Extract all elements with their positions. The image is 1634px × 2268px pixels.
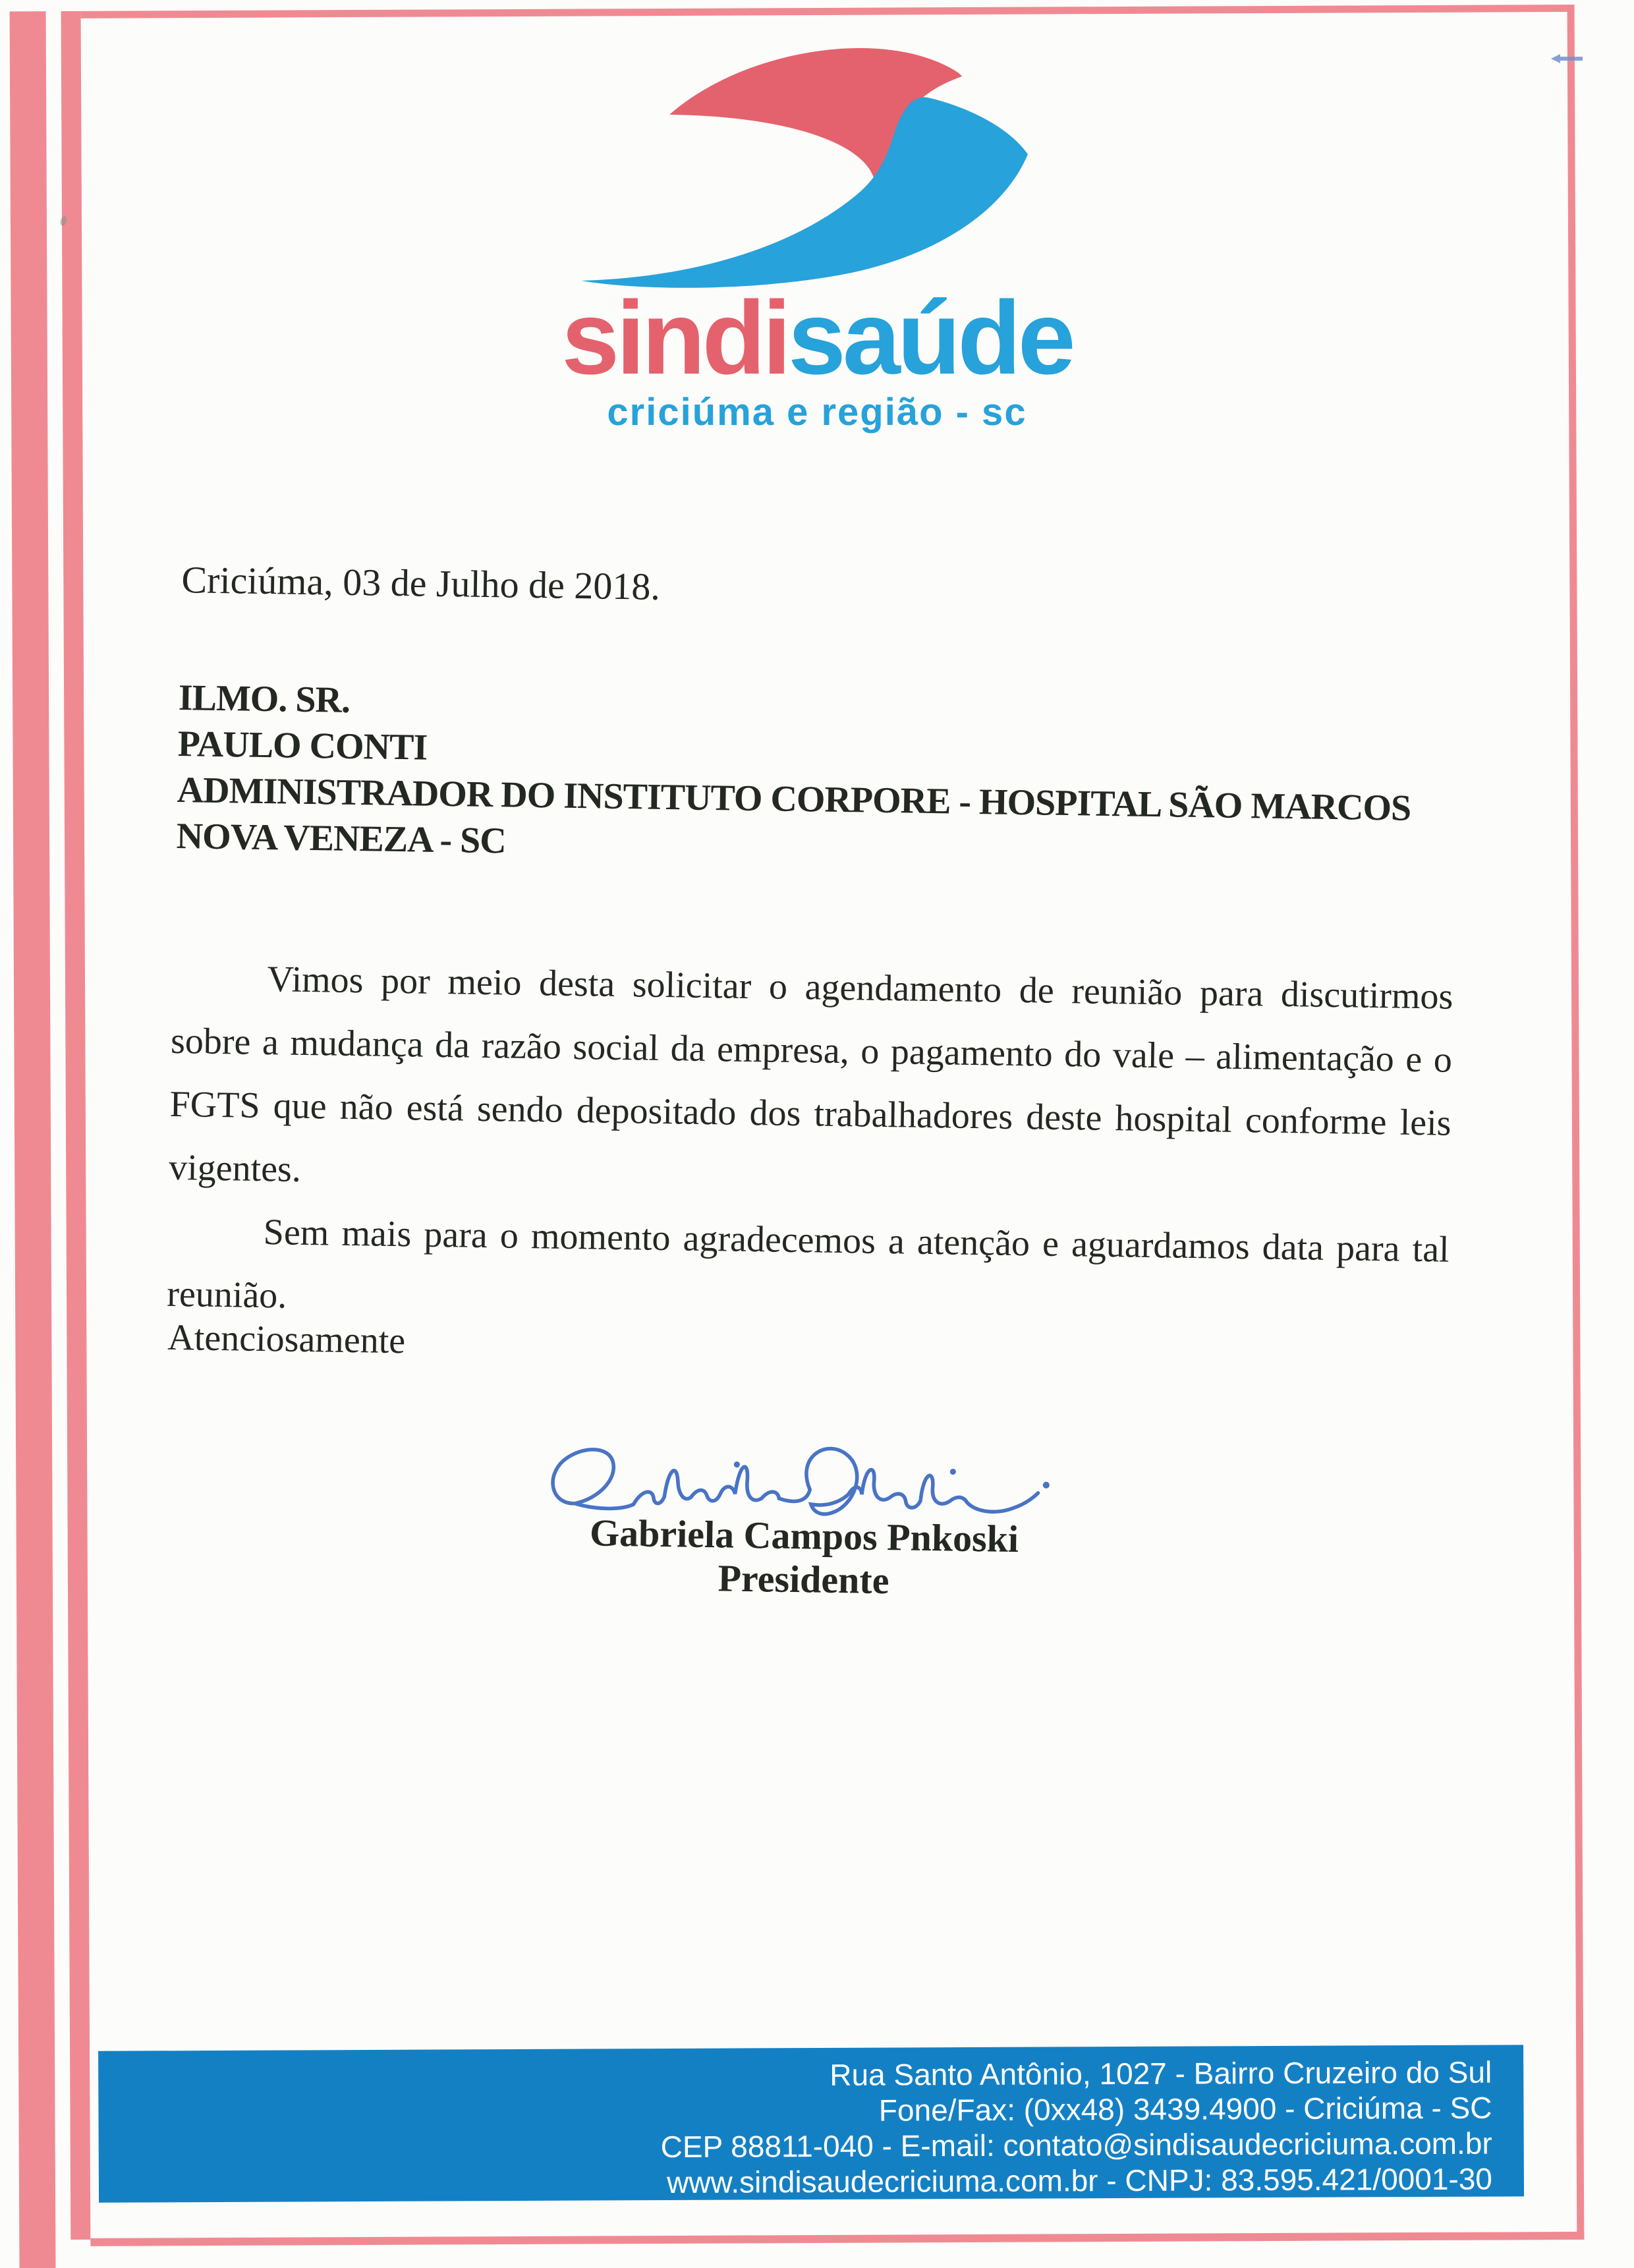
- footer-email-line: CEP 88811-040 - E-mail: contato@sindisaudecriciuma.com.br: [660, 2126, 1492, 2165]
- closing-line: Atenciosamente: [167, 1317, 406, 1362]
- bottom-border-line: [90, 2232, 1584, 2246]
- top-border-line: [81, 5, 1573, 18]
- footer-website-line: www.sindisaudecriciuma.com.br - CNPJ: 83.595.421/0001-30: [667, 2161, 1493, 2200]
- handwritten-signature-image: [540, 1438, 1069, 1561]
- left-accent-stripe-inner: [61, 11, 91, 2240]
- date-line: Criciúma, 03 de Julho de 2018.: [181, 558, 661, 608]
- signer-title: Presidente: [718, 1556, 890, 1602]
- paragraph-1: Vimos por meio desta solicitar o agendamento de reunião para discutirmos sobre a mudança da razão social da empresa, o pagamento do vale – alimentação e o FGTS que não está sendo depositado dos trabalhadores deste hospital conforme leis vigentes.: [168, 959, 1453, 1190]
- recipient-salutation: ILMO. SR.: [178, 677, 351, 721]
- left-accent-stripe-outer: [10, 11, 56, 2268]
- recipient-city: NOVA VENEZA - SC: [176, 816, 507, 862]
- logo-wordmark-sindi: sindi: [561, 280, 789, 396]
- letter-paragraphs: [167, 946, 1453, 1345]
- signer-name: Gabriela Campos Pnkoski: [589, 1511, 1019, 1561]
- recipient-name: PAULO CONTI: [177, 723, 428, 768]
- logo-wordmark-saude: saúde: [788, 280, 1073, 396]
- logo-subtitle: criciúma e região - sc: [607, 391, 1027, 434]
- right-border-line: [1567, 5, 1585, 2240]
- pen-mark-artifact: [1550, 53, 1584, 65]
- recipient-block: [176, 675, 1413, 878]
- letter-body: [160, 557, 1461, 1763]
- signature-block: [163, 1439, 1446, 1611]
- paragraph-2: Sem mais para o momento agradecemos a atenção e aguardamos data para tal reunião.: [166, 1212, 1450, 1317]
- footer-address-line: Rua Santo Antônio, 1027 - Bairro Cruzeiro do Sul: [830, 2055, 1492, 2092]
- footer-contact-bar: [98, 2045, 1524, 2202]
- footer-phone-line: Fone/Fax: (0xx48) 3439.4900 - Criciúma - SC: [878, 2090, 1492, 2128]
- recipient-role: ADMINISTRADOR DO INSTITUTO CORPORE - HOSPITAL SÃO MARCOS: [177, 770, 1411, 829]
- logo-wordmark: [422, 280, 1212, 396]
- logo-swoosh-icon: [572, 34, 1037, 293]
